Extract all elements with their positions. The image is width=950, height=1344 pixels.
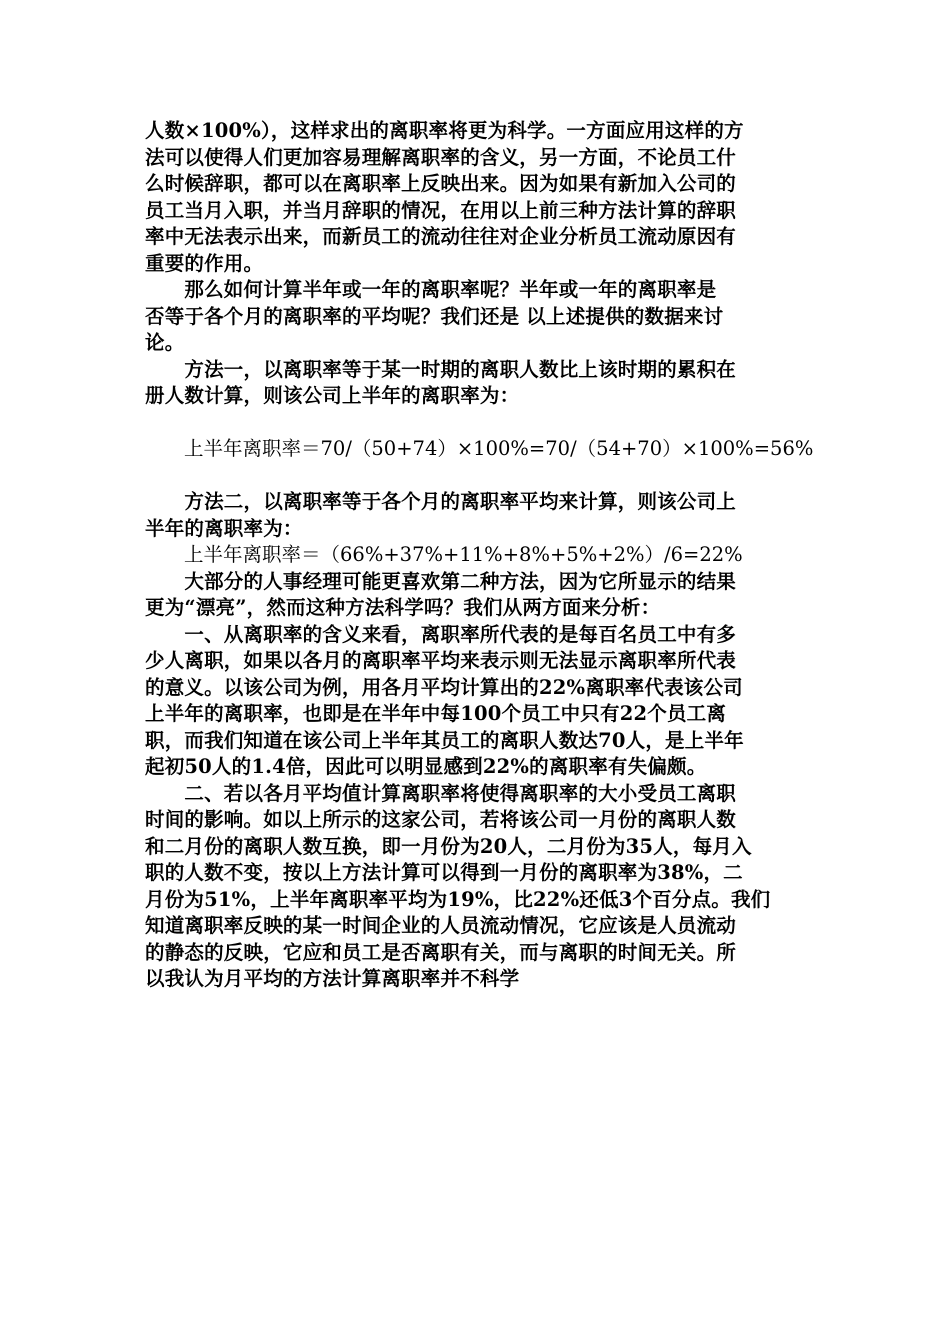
text-line: 职的人数不变，按以上方法计算可以得到一月份的离职率为38%，二 [145,861,743,884]
text-line: 重要的作用。 [145,251,264,275]
text-line: 否等于各个月的离职率的平均呢？我们还是 以上述提供的数据来讨 [145,304,724,328]
text-line: 那么如何计算半年或一年的离职率呢？半年或一年的离职率是 [145,278,717,301]
document-body [145,118,814,993]
text-line: 起初50人的1.4倍，因此可以明显感到22%的离职率有失偏颇。 [145,755,707,778]
text-line: 知道离职率反映的某一时间企业的人员流动情况，它应该是人员流动 [145,914,737,937]
text-line: 职，而我们知道在该公司上半年其员工的离职人数达70人，是上半年 [145,728,744,752]
text-line: 上半年的离职率，也即是在半年中每100个员工中只有22个员工离 [145,702,727,725]
text-line: 么时候辞职，都可以在离职率上反映出来。因为如果有新加入公司的 [145,172,737,195]
blank-line [145,410,810,437]
blank-line [145,463,810,490]
text-line: 和二月份的离职人数互换，即一月份为20人，二月份为35人，每月入 [145,834,752,858]
text-line: 的意义。以该公司为例，用各月平均计算出的22%离职率代表该公司 [145,675,743,699]
text-line: 一、从离职率的含义来看，离职率所代表的是每百名员工中有多 [145,622,737,646]
text-line: 的静态的反映，它应和员工是否离职有关，而与离职的时间无关。所 [145,940,737,964]
formula-line: 上半年离职率＝（66%+37%+11%+8%+5%+2%）/6=22% [145,543,743,566]
text-line: 方法二，以离职率等于各个月的离职率平均来计算，则该公司上 [145,490,737,513]
text-line: 方法一，以离职率等于某一时期的离职人数比上该时期的累积在 [145,357,737,381]
text-line: 少人离职，如果以各月的离职率平均来表示则无法显示离职率所代表 [145,649,737,672]
text-line: 率中无法表示出来，而新员工的流动往往对企业分析员工流动原因有 [145,225,737,248]
text-line: 大部分的人事经理可能更喜欢第二种方法，因为它所显示的结果 [145,569,737,593]
text-line: 人数×100%），这样求出的离职率将更为科学。一方面应用这样的方 [145,119,744,142]
text-line: 半年的离职率为： [145,516,303,540]
text-line: 时间的影响。如以上所示的这家公司，若将该公司一月份的离职人数 [145,808,737,831]
text-line: 二、若以各月平均值计算离职率将使得离职率的大小受员工离职 [145,781,737,805]
text-line: 论。 [145,331,185,354]
text-line: 以我认为月平均的方法计算离职率并不科学 [145,967,520,990]
text-line: 法可以使得人们更加容易理解离职率的含义，另一方面，不论员工什 [145,145,737,169]
formula-line: 上半年离职率＝70/（50+74）×100%=70/（54+70）×100%=56% [145,437,814,460]
text-line: 册人数计算，则该公司上半年的离职率为： [145,384,520,407]
text-line: 月份为51%，上半年离职率平均为19%，比22%还低3个百分点。我们 [145,887,771,911]
text-line: 员工当月入职，并当月辞职的情况，在用以上前三种方法计算的辞职 [145,198,737,222]
text-line: 更为“漂亮”，然而这种方法科学吗？我们从两方面来分析： [145,596,661,619]
